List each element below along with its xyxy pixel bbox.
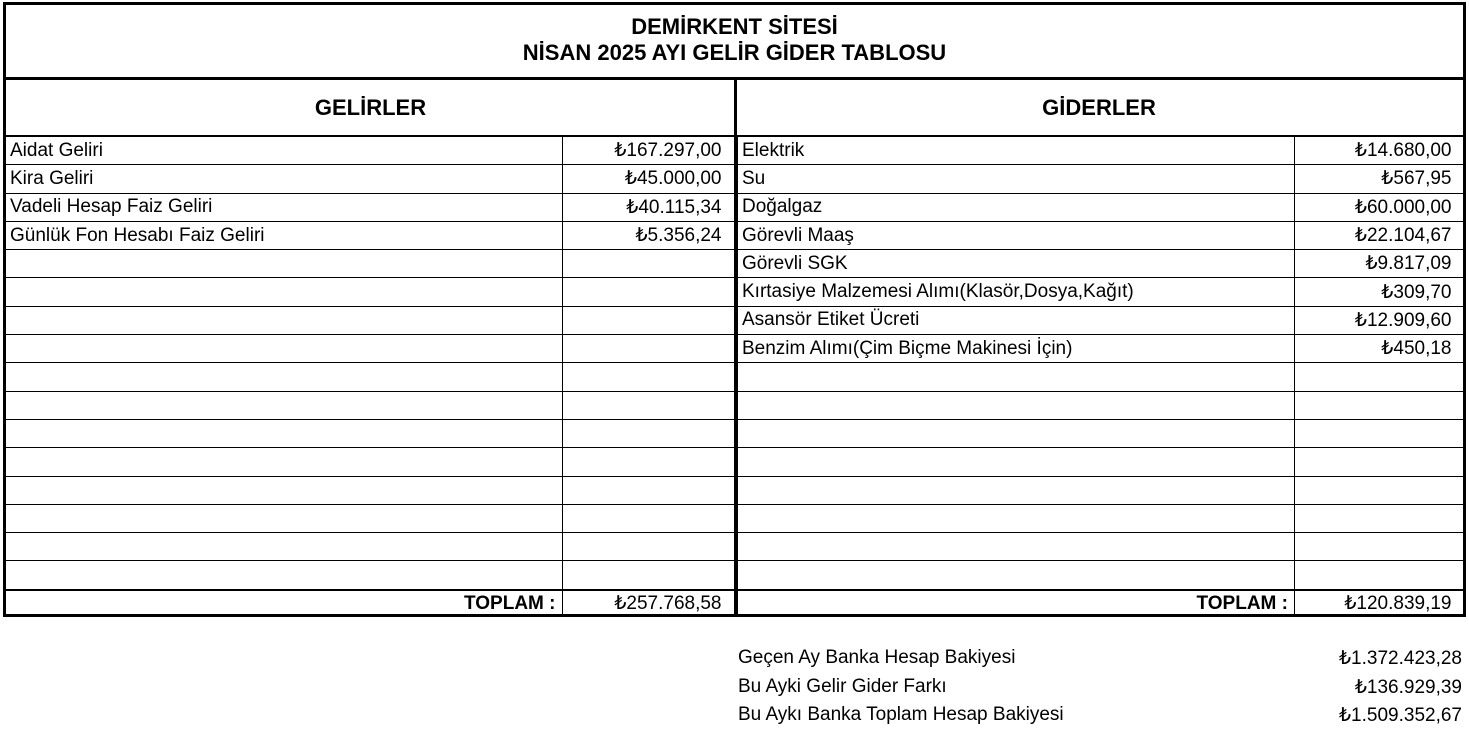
site-name: DEMİRKENT SİTESİ [631, 14, 838, 39]
income-row [6, 137, 734, 165]
income-empty-row [6, 250, 734, 278]
expense-item-label [738, 419, 1295, 447]
expense-item-label: Doğalgaz [738, 193, 1295, 221]
income-item-amount: ₺5.356,24 [562, 221, 734, 249]
income-empty-row [6, 533, 734, 561]
expense-empty-row [738, 391, 1464, 419]
expense-table [737, 136, 1464, 617]
income-item-label: Aidat Geliri [6, 137, 562, 165]
expense-empty-row [738, 533, 1464, 561]
expense-item-label: Görevli SGK [738, 250, 1295, 278]
expense-empty-row [738, 419, 1464, 447]
expense-item-label: Su [738, 165, 1295, 193]
income-item-amount [562, 419, 734, 447]
income-empty-row [6, 561, 734, 590]
expense-item-label [738, 448, 1295, 476]
income-item-amount [562, 335, 734, 363]
expense-item-amount [1295, 561, 1464, 590]
expense-item-label [738, 391, 1295, 419]
income-row [6, 165, 734, 193]
income-item-amount [562, 250, 734, 278]
expense-row [738, 165, 1464, 193]
expense-item-label: Kırtasiye Malzemesi Alımı(Klasör,Dosya,Kağıt) [738, 278, 1295, 306]
income-item-label: Vadeli Hesap Faiz Geliri [6, 193, 562, 221]
income-empty-row [6, 306, 734, 334]
expense-item-label [738, 533, 1295, 561]
income-empty-row [6, 335, 734, 363]
expense-empty-row [738, 476, 1464, 504]
expense-empty-row [738, 363, 1464, 391]
income-total-label: TOPLAM : [6, 590, 562, 617]
income-item-label [6, 533, 562, 561]
income-item-label [6, 335, 562, 363]
summary-label: Geçen Ay Banka Hesap Bakiyesi [738, 647, 1016, 668]
income-total-row [6, 590, 734, 617]
summary-amount: ₺136.929,39 [1354, 676, 1462, 698]
expense-item-label [738, 363, 1295, 391]
income-item-amount [562, 448, 734, 476]
summary-amount: ₺1.509.352,67 [1338, 705, 1462, 726]
expense-row [738, 193, 1464, 221]
expense-row [738, 335, 1464, 363]
expense-item-label: Elektrik [738, 137, 1295, 165]
income-item-amount [562, 476, 734, 504]
expense-item-amount: ₺9.817,09 [1295, 250, 1464, 278]
income-empty-row [6, 476, 734, 504]
income-item-label [6, 306, 562, 334]
expense-item-label [738, 504, 1295, 532]
income-item-label [6, 419, 562, 447]
expense-item-amount [1295, 533, 1464, 561]
expense-item-amount [1295, 476, 1464, 504]
expense-item-amount: ₺14.680,00 [1295, 137, 1464, 165]
income-item-amount: ₺167.297,00 [562, 137, 734, 165]
income-item-label: Günlük Fon Hesabı Faiz Geliri [6, 221, 562, 249]
expense-item-label [738, 561, 1295, 590]
expense-item-amount: ₺567,95 [1295, 165, 1464, 193]
expense-row [738, 137, 1464, 165]
summary-row [738, 704, 1462, 733]
expense-row [738, 221, 1464, 249]
expense-total-row [738, 590, 1464, 617]
report-period-title: NİSAN 2025 AYI GELİR GİDER TABLOSU [522, 40, 947, 65]
expense-empty-row [738, 448, 1464, 476]
expense-row [738, 306, 1464, 334]
expense-heading: GİDERLER [1042, 94, 1156, 120]
expense-item-label: Görevli Maaş [738, 221, 1295, 249]
expense-row [738, 250, 1464, 278]
income-item-amount [562, 533, 734, 561]
expense-item-amount [1295, 448, 1464, 476]
income-item-amount: ₺40.115,34 [562, 193, 734, 221]
expense-item-amount: ₺450,18 [1295, 335, 1464, 363]
expense-total-amount: ₺120.839,19 [1295, 590, 1464, 617]
income-total-amount: ₺257.768,58 [562, 590, 734, 617]
income-empty-row [6, 391, 734, 419]
income-item-amount [562, 504, 734, 532]
income-item-label [6, 278, 562, 306]
income-item-amount [562, 278, 734, 306]
income-item-amount [562, 391, 734, 419]
income-item-label [6, 504, 562, 532]
expense-item-amount: ₺309,70 [1295, 278, 1464, 306]
expense-item-amount [1295, 504, 1464, 532]
expense-item-amount [1295, 363, 1464, 391]
bank-balance-summary [738, 647, 1462, 733]
expense-item-amount: ₺22.104,67 [1295, 221, 1464, 249]
summary-label: Bu Ayki Gelir Gider Farkı [738, 675, 947, 697]
income-row [6, 221, 734, 249]
summary-row [738, 676, 1462, 705]
income-item-label [6, 561, 562, 590]
expense-empty-row [738, 504, 1464, 532]
summary-row [738, 647, 1462, 676]
expense-item-label: Benzim Alımı(Çim Biçme Makinesi İçin) [738, 335, 1295, 363]
income-empty-row [6, 504, 734, 532]
expense-item-label [738, 476, 1295, 504]
sheet-title [6, 5, 1463, 80]
expense-item-label: Asansör Etiket Ücreti [738, 306, 1295, 334]
income-heading: GELİRLER [314, 94, 427, 120]
summary-label: Bu Aykı Banka Toplam Hesap Bakiyesi [738, 704, 1064, 725]
income-item-label [6, 363, 562, 391]
expense-item-amount: ₺60.000,00 [1295, 193, 1464, 221]
income-item-label: Kira Geliri [6, 165, 562, 193]
expense-empty-row [738, 561, 1464, 590]
income-item-label [6, 391, 562, 419]
income-empty-row [6, 278, 734, 306]
income-empty-row [6, 419, 734, 447]
expense-item-amount [1295, 419, 1464, 447]
income-empty-row [6, 448, 734, 476]
expense-total-label: TOPLAM : [738, 590, 1295, 617]
summary-amount: ₺1.372.423,28 [1338, 648, 1462, 669]
income-item-amount [562, 561, 734, 590]
income-expense-sheet [3, 2, 1466, 617]
income-item-label [6, 250, 562, 278]
expense-row [738, 278, 1464, 306]
income-item-amount [562, 306, 734, 334]
income-item-amount: ₺45.000,00 [562, 165, 734, 193]
income-item-amount [562, 363, 734, 391]
income-empty-row [6, 363, 734, 391]
income-item-label [6, 476, 562, 504]
expense-item-amount: ₺12.909,60 [1295, 306, 1464, 334]
income-table [6, 136, 735, 617]
expense-item-amount [1295, 391, 1464, 419]
income-row [6, 193, 734, 221]
income-item-label [6, 448, 562, 476]
